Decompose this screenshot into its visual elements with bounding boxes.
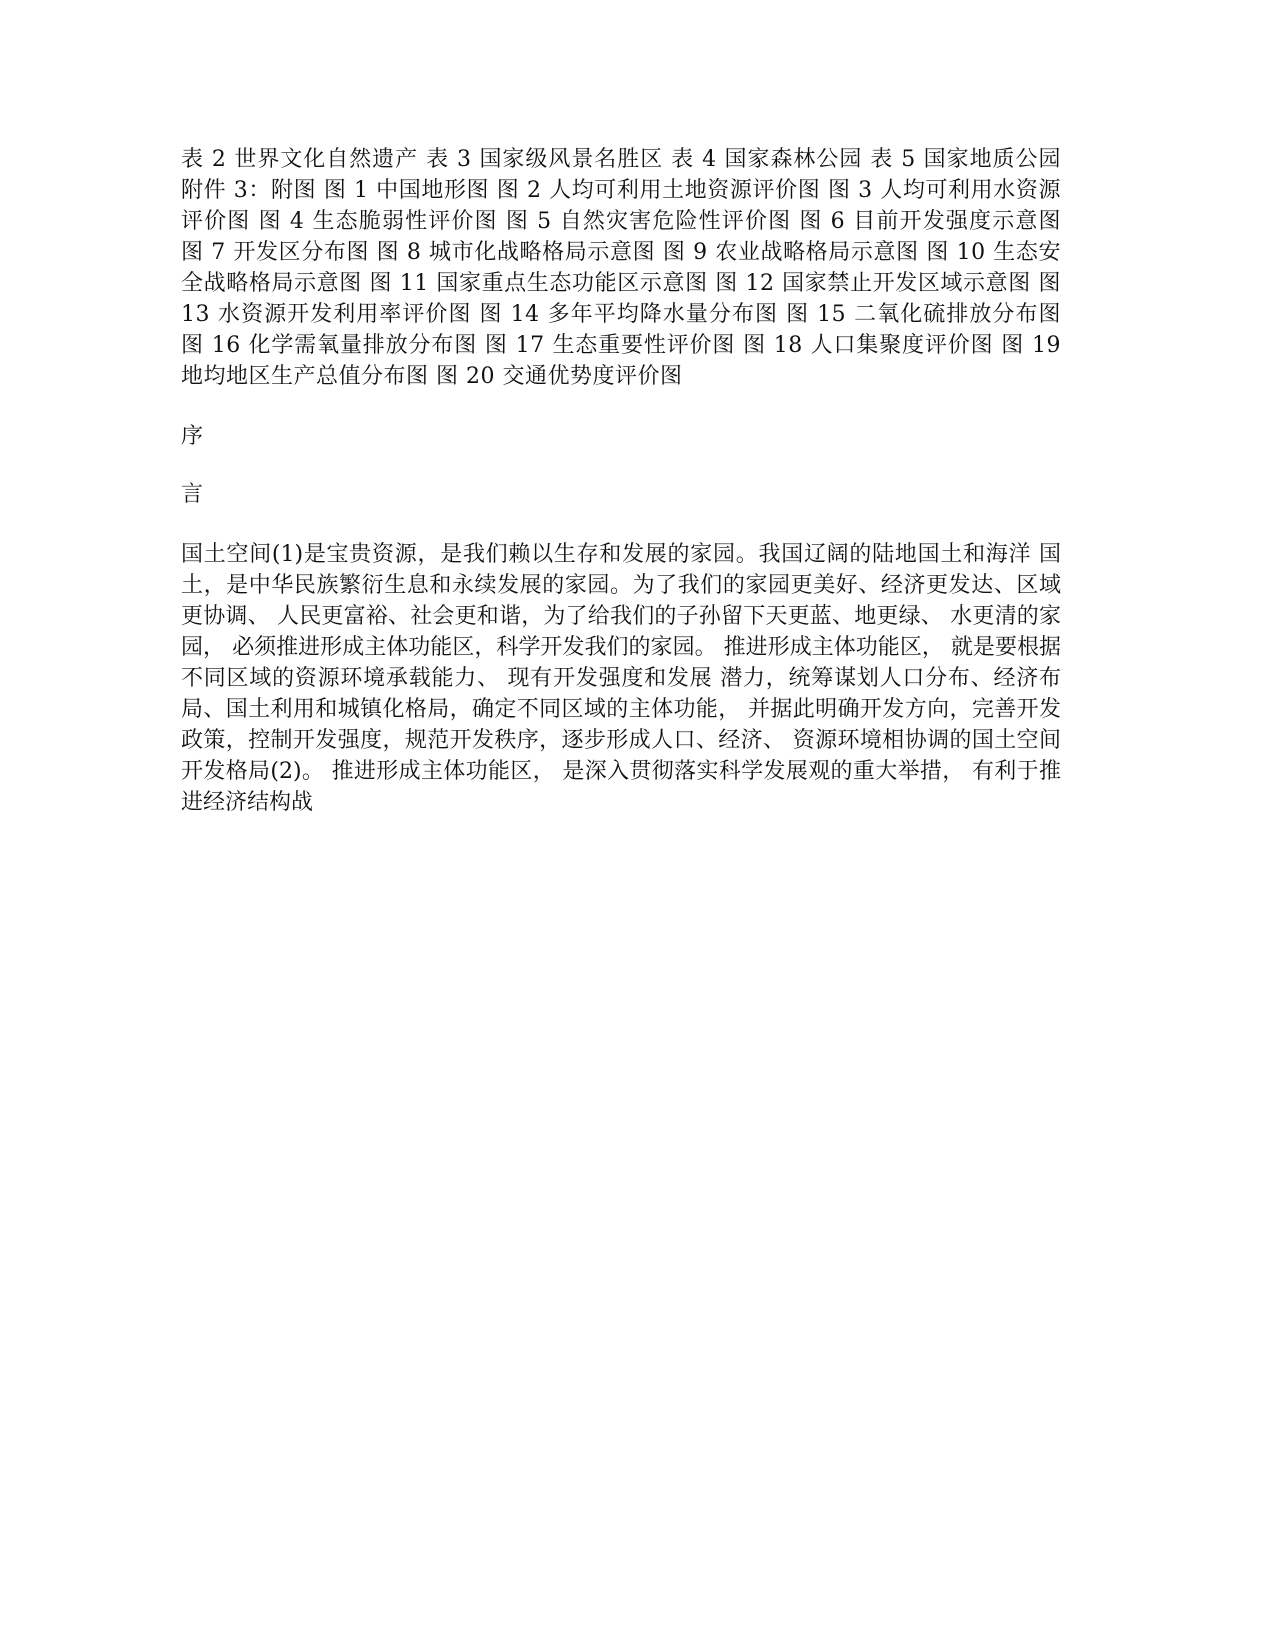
preface-body-paragraph: 国土空间(1)是宝贵资源，是我们赖以生存和发展的家园。我国辽阔的陆地国土和海洋 国土，是中华民族繁衍生息和永续发展的家园。为了我们的家园更美好、经济更发达、区域 更协调、 人民更富裕、社会更和谐，为了给我们的子孙留下天更蓝、地更绿、 水更清的家园， 必须推进形成主体功能区，科学开发我们的家园。 推进形成主体功能区， 就是要根据不同区域的资源环境承载能力、 现有开发强度和发展 潜力，统筹谋划人口分布、经济布局、国土利用和城镇化格局，确定不同区域的主体功能， 并据此明确开发方向，完善开发政策，控制开发强度，规范开发秩序，逐步形成人口、经济、 资源环境相协调的国土空间开发格局(2)。 推进形成主体功能区， 是深入贯彻落实科学发展观的重大举措， 有利于推进经济结构战	[181, 542, 1061, 815]
preface-heading-char-2: 言	[181, 482, 204, 507]
preface-heading-char-1: 序	[181, 424, 204, 449]
appendix-list-paragraph: 表 2 世界文化自然遗产 表 3 国家级风景名胜区 表 4 国家森林公园 表 5 国家地质公园 附件 3：附图 图 1 中国地形图 图 2 人均可利用土地资源评价图 图 3 人均可利用水资源评价图 图 4 生态脆弱性评价图 图 5 自然灾害危险性评价图 图 6 目前开发强度示意图 图 7 开发区分布图 图 8 城市化战略格局示意图 图 9 农业战略格局示意图 图 10 生态安全战略格局示意图 图 11 国家重点生态功能区示意图 图 12 国家禁止开发区域示意图 图 13 水资源开发利用率评价图 图 14 多年平均降水量分布图 图 15 二氧化硫排放分布图 图 16 化学需氧量排放分布图 图 17 生态重要性评价图 图 18 人口集聚度评价图 图 19 地均地区生产总值分布图 图 20 交通优势度评价图	[181, 147, 1061, 389]
document-page	[181, 144, 1061, 818]
